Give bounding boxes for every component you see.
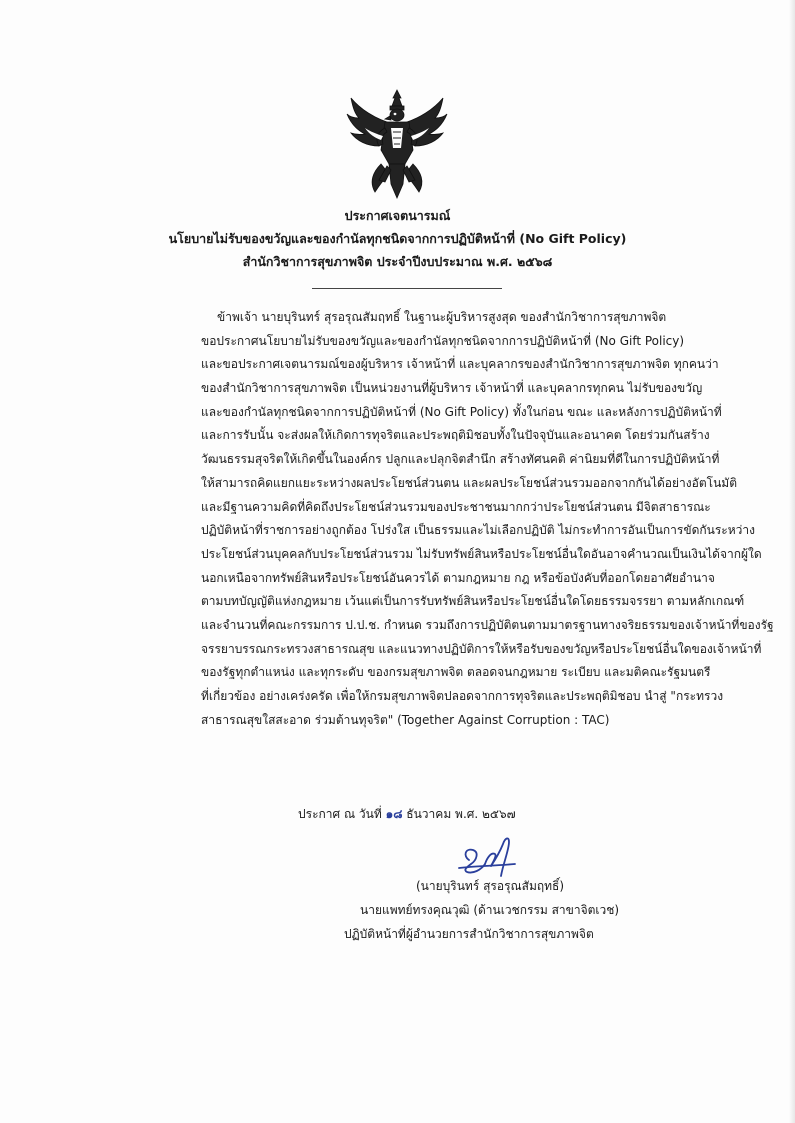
body-line: ให้สามารถคิดแยกแยะระหว่างผลประโยชน์ส่วนตน และผลประโยชน์ส่วนรวมออกจากกันได้อย่างอัตโนมัติ — [201, 475, 737, 490]
body-line: ที่เกี่ยวข้อง อย่างเคร่งครัด เพื่อให้กรมสุขภาพจิตปลอดจากการทุจริตและประพฤติมิชอบ นำสู่ "กระทรวง — [201, 689, 724, 703]
body-line: ของรัฐทุกตำแหน่ง และทุกระดับ ของกรมสุขภาพจิต ตลอดจนกฎหมาย ระเบียบ และมติคณะรัฐมนตรี — [201, 665, 711, 680]
body-line: และจำนวนที่คณะกรรมการ ป.ป.ช. กำหนด รวมถึงการปฏิบัติตนตามมาตรฐานทางจริยธรรมของเจ้าหน้าที่ของรัฐ — [201, 617, 774, 632]
announcement-date — [298, 805, 516, 824]
body-line: และของกำนัลทุกชนิดจากการปฏิบัติหน้าที่ (No Gift Policy) ทั้งในก่อน ขณะ และหลังการปฏิบัติหน้าที่ — [201, 404, 722, 419]
body-line: ประโยชน์ส่วนบุคคลกับประโยชน์ส่วนรวม ไม่รับทรัพย์สินหรือประโยชน์อื่นใดอันอาจคำนวณเป็นเงินได้จากผู้ใด — [201, 546, 762, 561]
body-line: และการรับนั้น จะส่งผลให้เกิดการทุจริตและประพฤติมิชอบทั้งในปัจจุบันและอนาคต โดยร่วมกันสร้าง — [201, 428, 710, 443]
title-divider — [312, 288, 502, 289]
title-announcement: ประกาศเจตนารมณ์ — [344, 208, 451, 223]
signatory-name: (นายบุรินทร์ สุรอรุณสัมฤทธิ์) — [416, 879, 565, 893]
signatory-acting-position: ปฏิบัติหน้าที่ผู้อำนวยการสำนักวิชาการสุขภาพจิต — [344, 927, 594, 941]
title-organization: สำนักวิชาการสุขภาพจิต ประจำปีงบประมาณ พ.ศ. ๒๕๖๘ — [242, 254, 553, 269]
body-line: และขอประกาศเจตนารมณ์ของผู้บริหาร เจ้าหน้าที่ และบุคลากรของสำนักวิชาการสุขภาพจิต ทุกคนว่า — [201, 357, 719, 372]
body-line: วัฒนธรรมสุจริตให้เกิดขึ้นในองค์กร ปลูกและปลุกจิตสำนึก สร้างทัศนคติ ค่านิยมที่ดีในการปฏิบัติหน้าที่ — [201, 452, 720, 467]
body-line: ข้าพเจ้า นายบุรินทร์ สุรอรุณสัมฤทธิ์ ในฐานะผู้บริหารสูงสุด ของสำนักวิชาการสุขภาพจิต — [217, 310, 667, 324]
announcement-day: ๑๘ — [385, 807, 403, 821]
body-line: และมีฐานความคิดที่คิดถึงประโยชน์ส่วนรวมของประชาชนมากกว่าประโยชน์ส่วนตน มีจิตสาธารณะ — [201, 499, 711, 514]
body-line: ตามบทบัญญัติแห่งกฎหมาย เว้นแต่เป็นการรับทรัพย์สินหรือประโยชน์อื่นใดโดยธรรมจรรยา ตามหลักเกณฑ์ — [201, 594, 745, 609]
body-line: ของสำนักวิชาการสุขภาพจิต เป็นหน่วยงานที่ผู้บริหาร เจ้าหน้าที่ และบุคลากรทุกคน ไม่รับของขวัญ — [201, 381, 703, 396]
body-line: ขอประกาศนโยบายไม่รับของขวัญและของกำนัลทุกชนิดจากการปฏิบัติหน้าที่ (No Gift Policy) — [201, 333, 685, 348]
document-title-block — [0, 204, 795, 273]
scan-edge-shadow — [789, 0, 795, 1123]
announcement-prefix: ประกาศ ณ วันที่ — [298, 807, 382, 821]
announcement-month-year: ธันวาคม พ.ศ. ๒๕๖๗ — [406, 807, 516, 821]
body-line: ปฏิบัติหน้าที่ราชการอย่างถูกต้อง โปร่งใส เป็นธรรมและไม่เลือกปฏิบัติ ไม่กระทำการอันเป็นการขัดกันระหว่าง — [201, 523, 755, 538]
signatory-position: นายแพทย์ทรงคุณวุฒิ (ด้านเวชกรรม สาขาจิตเวช) — [360, 903, 620, 917]
document-body — [201, 306, 774, 732]
garuda-emblem-icon — [345, 88, 449, 200]
body-line: สาธารณสุขใสสะอาด ร่วมต้านทุจริต" (Together Against Corruption : TAC) — [201, 712, 610, 727]
body-line: นอกเหนือจากทรัพย์สินหรือประโยชน์อันควรได้ ตามกฎหมาย กฎ หรือข้อบังคับที่ออกโดยอาศัยอำนาจ — [201, 570, 715, 585]
body-line: จรรยาบรรณกระทรวงสาธารณสุข และแนวทางปฏิบัติการให้หรือรับของขวัญหรือประโยชน์อื่นใดของเจ้าหน้าที่ — [201, 641, 762, 656]
signatory-block — [330, 874, 660, 946]
handwritten-signature-icon — [455, 830, 525, 880]
title-policy: นโยบายไม่รับของขวัญและของกำนัลทุกชนิดจากการปฏิบัติหน้าที่ (No Gift Policy) — [168, 231, 627, 246]
